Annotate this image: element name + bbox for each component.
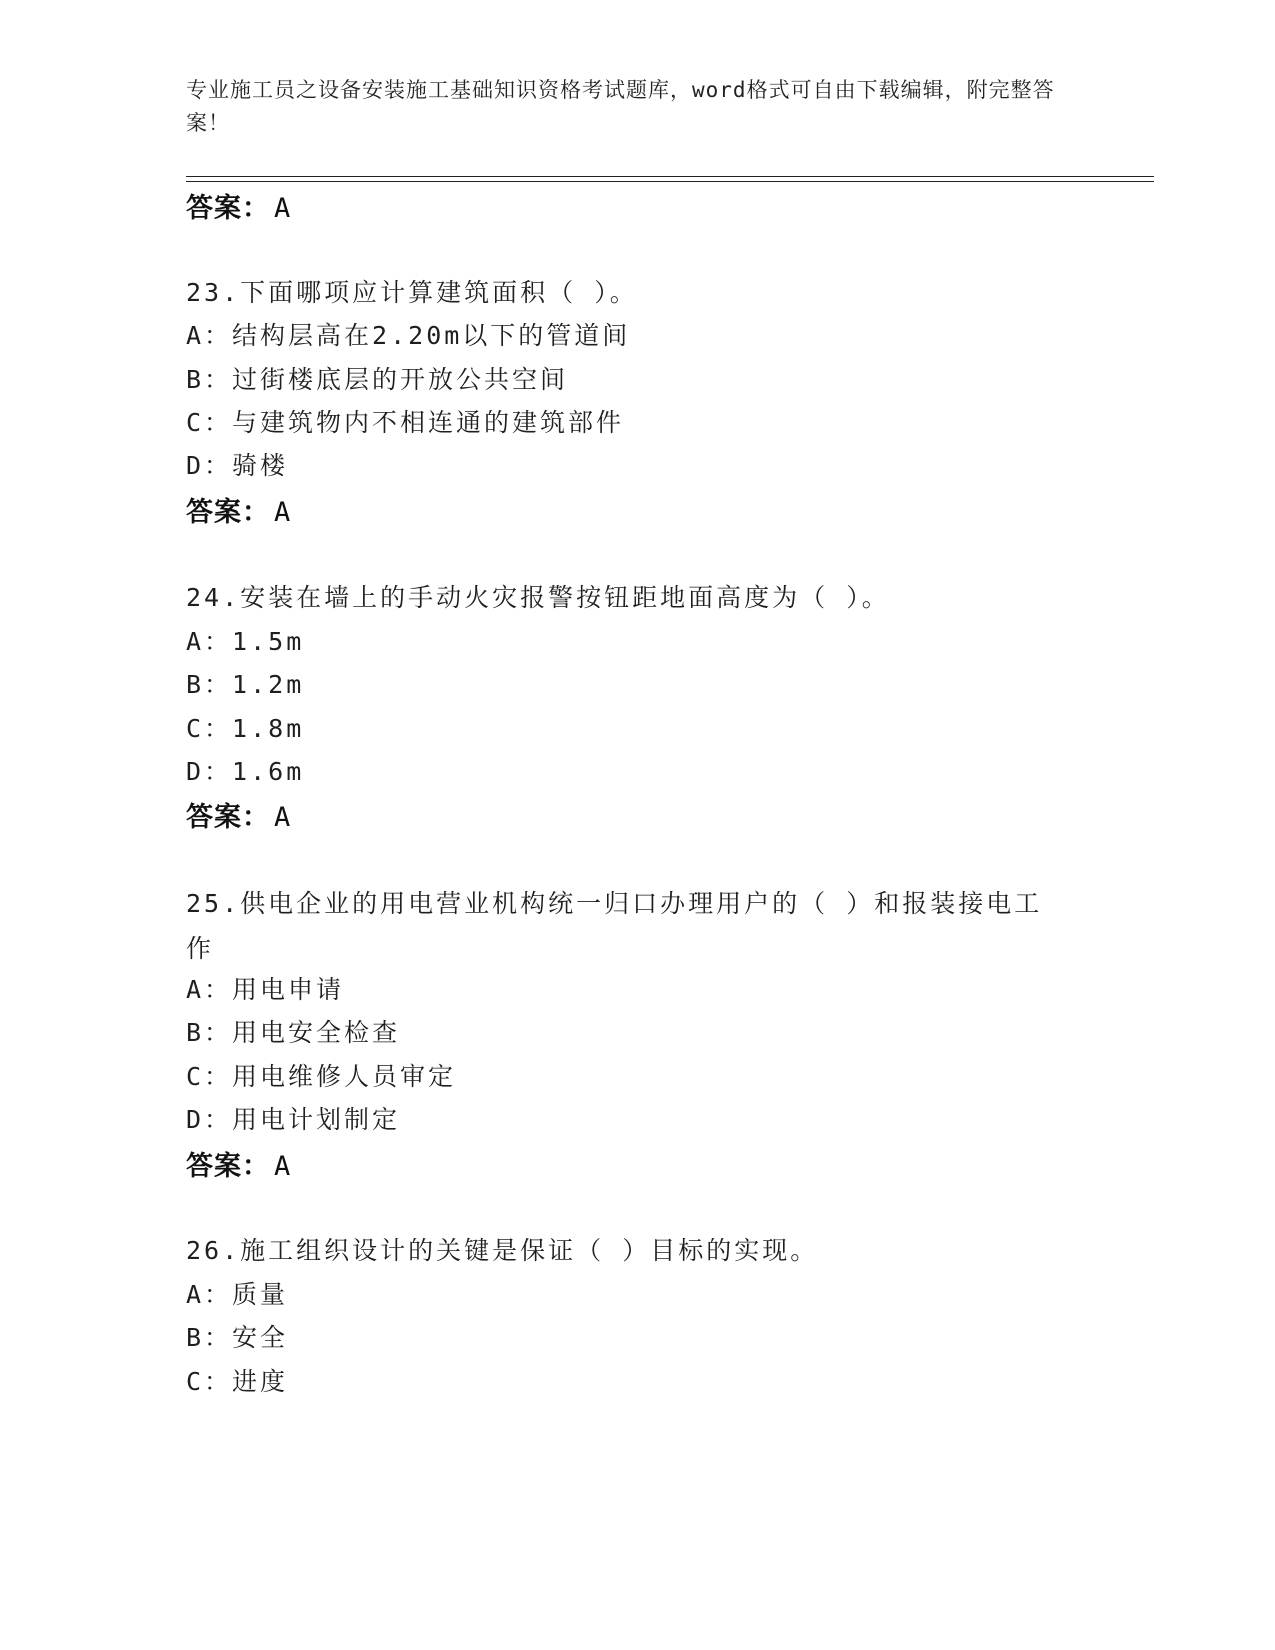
question-option: A：结构层高在2.20m以下的管道间 — [186, 321, 631, 350]
question-option: D：用电计划制定 — [186, 1105, 401, 1134]
answer-label: 答案： — [186, 193, 270, 224]
question-stem: 25.供电企业的用电营业机构统一归口办理用户的（ ）和报装接电工作 — [186, 889, 1043, 963]
question-option: A：用电申请 — [186, 975, 345, 1004]
question-option: B：1.2m — [186, 670, 305, 699]
question-answer — [186, 1144, 291, 1183]
question-option: B：用电安全检查 — [186, 1018, 401, 1047]
answer-value: A — [274, 193, 292, 224]
question-stem: 26.施工组织设计的关键是保证（ ）目标的实现。 — [186, 1236, 819, 1265]
answer-value: A — [274, 497, 292, 528]
answer-label: 答案： — [186, 497, 270, 528]
header-rule-top — [186, 176, 1154, 177]
answer-value: A — [274, 1151, 292, 1182]
question-option: C：进度 — [186, 1367, 289, 1396]
question-option: D：骑楼 — [186, 451, 289, 480]
question-answer — [186, 490, 291, 529]
question-option: B：过街楼底层的开放公共空间 — [186, 365, 569, 394]
answer-label: 答案： — [186, 1151, 270, 1182]
question-stem: 23.下面哪项应计算建筑面积（ ）。 — [186, 278, 638, 307]
question-option: A：1.5m — [186, 627, 305, 656]
question-stem: 24.安装在墙上的手动火灾报警按钮距地面高度为（ ）。 — [186, 583, 890, 612]
question-option: B：安全 — [186, 1323, 289, 1352]
question-option: C：用电维修人员审定 — [186, 1062, 457, 1091]
answer-value: A — [274, 802, 292, 833]
question-option: C：1.8m — [186, 714, 305, 743]
header-rule-bottom — [186, 181, 1154, 182]
document-header: 专业施工员之设备安装施工基础知识资格考试题库，word格式可自由下载编辑，附完整答案！ — [186, 78, 1055, 135]
answer-label: 答案： — [186, 802, 270, 833]
question-option: D：1.6m — [186, 757, 305, 786]
question-answer — [186, 795, 291, 834]
previous-answer — [186, 186, 291, 225]
question-option: C：与建筑物内不相连通的建筑部件 — [186, 408, 625, 437]
question-option: A：质量 — [186, 1280, 289, 1309]
